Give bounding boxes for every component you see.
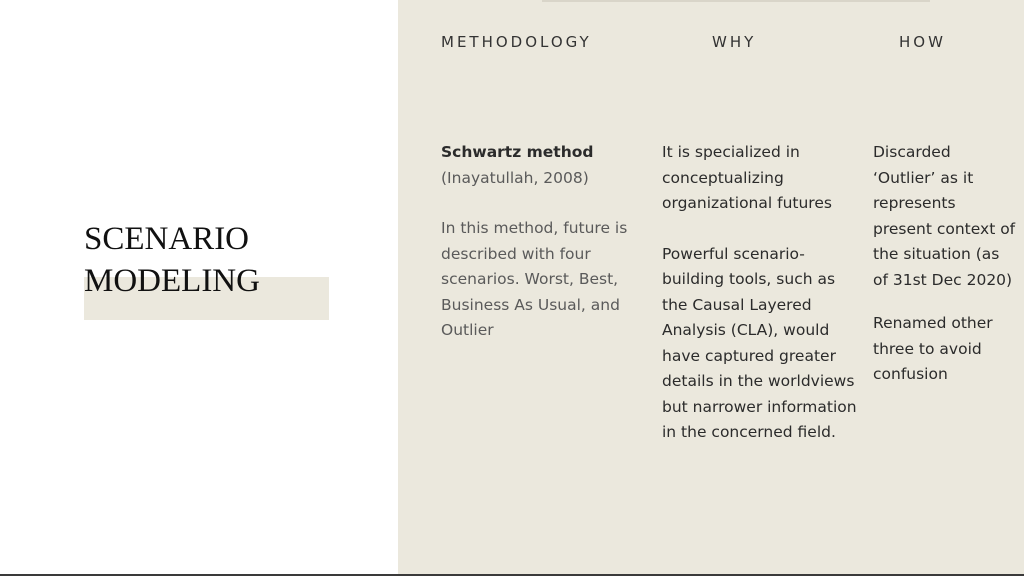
why-paragraph-1: It is specialized in conceptualizing organizational futures (662, 143, 832, 212)
why-column (662, 140, 862, 446)
why-paragraph-2: Powerful scenario-building tools, such as the Causal Layered Analysis (CLA), would have captured greater details in the worldviews but narrower information in the concerned field. (662, 244, 857, 441)
top-divider (542, 0, 930, 2)
methodology-description: In this method, future is described with four scenarios. Worst, Best, Business As Usual, and Outlier (441, 219, 628, 339)
how-column (873, 140, 1018, 388)
methodology-citation: (Inayatullah, 2008) (441, 168, 589, 187)
slide-title-line-1: SCENARIO (84, 221, 250, 257)
header-methodology: METHODOLOGY (441, 33, 592, 51)
methodology-column (441, 140, 641, 344)
header-how: HOW (899, 33, 946, 51)
how-paragraph-2: Renamed other three to avoid confusion (873, 314, 993, 383)
slide-title-line-2: MODELING (84, 263, 260, 299)
header-why: WHY (712, 33, 757, 51)
slide-title (84, 218, 260, 302)
how-paragraph-1: Discarded ‘Outlier’ as it represents present context of the situation (as of 31st Dec 2020) (873, 143, 1016, 289)
methodology-name: Schwartz method (441, 143, 594, 161)
